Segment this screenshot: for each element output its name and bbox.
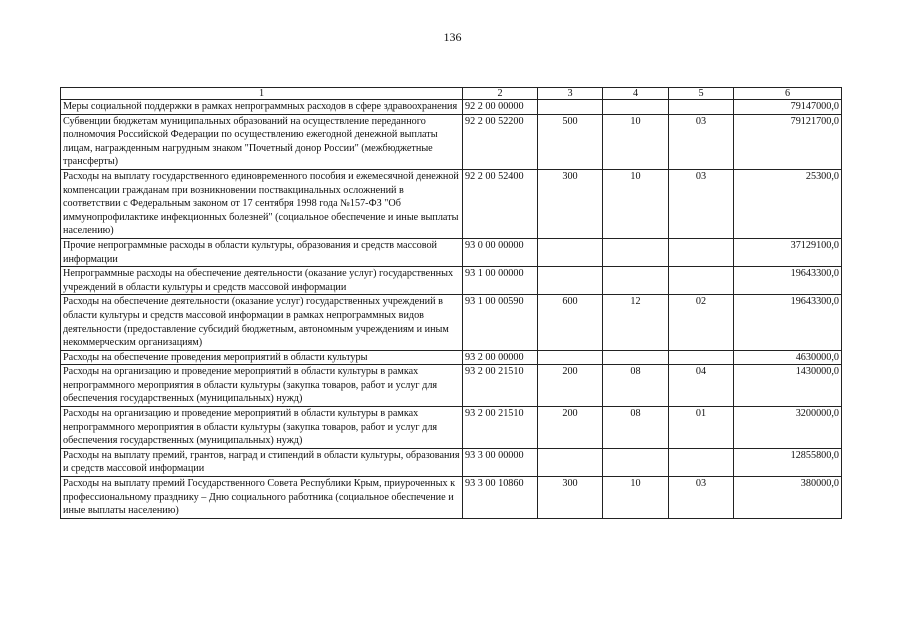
expense-name: Непрограммные расходы на обеспечение деятельности (оказание услуг) государственных учреждений в области культуры и средств массовой информации [61,267,463,295]
expense-type-code: 300 [538,477,603,519]
column-header: 2 [463,88,538,100]
expense-name: Расходы на организацию и проведение мероприятий в области культуры в рамках непрограммного мероприятия в области культуры (закупка товаров, работ и услуг для обеспечения государственных (муниципальных) нужд) [61,407,463,449]
table-row [61,267,842,295]
expense-name: Расходы на выплату премий, грантов, наград и стипендий в области культуры, образования и средств массовой информации [61,448,463,476]
table-header-row [61,88,842,100]
subsection-code: 02 [669,295,734,350]
expense-type-code [538,448,603,476]
expense-name: Прочие непрограммные расходы в области культуры, образования и средств массовой информации [61,238,463,266]
amount: 37129100,0 [734,238,842,266]
classification-code: 93 1 00 00590 [463,295,538,350]
column-header: 6 [734,88,842,100]
expense-name: Субвенции бюджетам муниципальных образований на осуществление переданного полномочия Российской Федерации по осуществлению ежегодной денежной выплаты лицам, награжденным нагрудным знаком "Почетный донор России" (межбюджетные трансферты) [61,114,463,169]
classification-code: 93 2 00 21510 [463,407,538,449]
section-code: 08 [603,365,669,407]
subsection-code [669,350,734,365]
table-row [61,238,842,266]
section-code [603,448,669,476]
column-header: 1 [61,88,463,100]
subsection-code: 03 [669,114,734,169]
classification-code: 92 2 00 52200 [463,114,538,169]
section-code: 08 [603,407,669,449]
amount: 3200000,0 [734,407,842,449]
page-number: 136 [443,30,462,44]
column-header: 3 [538,88,603,100]
classification-code: 93 0 00 00000 [463,238,538,266]
table-row [61,100,842,115]
classification-code: 92 2 00 52400 [463,169,538,238]
subsection-code: 03 [669,169,734,238]
expense-name: Меры социальной поддержки в рамках непрограммных расходов в сфере здравоохранения [61,100,463,115]
classification-code: 93 2 00 21510 [463,365,538,407]
amount: 25300,0 [734,169,842,238]
section-code: 10 [603,169,669,238]
budget-table [60,87,842,519]
expense-type-code: 200 [538,407,603,449]
column-header: 5 [669,88,734,100]
expense-type-code: 300 [538,169,603,238]
subsection-code [669,448,734,476]
amount: 1430000,0 [734,365,842,407]
expense-type-code [538,100,603,115]
section-code [603,100,669,115]
classification-code: 93 3 00 10860 [463,477,538,519]
subsection-code [669,100,734,115]
expense-name: Расходы на организацию и проведение мероприятий в области культуры в рамках непрограммного мероприятия в области культуры (закупка товаров, работ и услуг для обеспечения государственных (муниципальных) нужд) [61,365,463,407]
classification-code: 93 1 00 00000 [463,267,538,295]
expense-type-code [538,267,603,295]
amount: 79147000,0 [734,100,842,115]
classification-code: 93 2 00 00000 [463,350,538,365]
amount: 380000,0 [734,477,842,519]
section-code [603,238,669,266]
subsection-code: 04 [669,365,734,407]
amount: 4630000,0 [734,350,842,365]
amount: 79121700,0 [734,114,842,169]
expense-type-code: 600 [538,295,603,350]
section-code [603,267,669,295]
classification-code: 92 2 00 00000 [463,100,538,115]
column-header: 4 [603,88,669,100]
expense-type-code [538,350,603,365]
section-code [603,350,669,365]
amount: 12855800,0 [734,448,842,476]
subsection-code [669,267,734,295]
subsection-code: 01 [669,407,734,449]
table-row [61,448,842,476]
subsection-code: 03 [669,477,734,519]
table-row [61,477,842,519]
amount: 19643300,0 [734,267,842,295]
section-code: 12 [603,295,669,350]
table-row [61,169,842,238]
expense-type-code [538,238,603,266]
classification-code: 93 3 00 00000 [463,448,538,476]
amount: 19643300,0 [734,295,842,350]
table-row [61,407,842,449]
expense-name: Расходы на обеспечение деятельности (оказание услуг) государственных учреждений в области культуры и средств массовой информации в рамках непрограммных видов деятельности (предоставление субсидий бюджетным, автономным учреждениям и иным некоммерческим организациям) [61,295,463,350]
expense-type-code: 200 [538,365,603,407]
table-row [61,350,842,365]
section-code: 10 [603,114,669,169]
table-row [61,295,842,350]
expense-name: Расходы на выплату премий Государственного Совета Республики Крым, приуроченных к профессиональному празднику – Дню социального работника (социальное обеспечение и иные выплаты населению) [61,477,463,519]
expense-name: Расходы на выплату государственного единовременного пособия и ежемесячной денежной компенсации гражданам при возникновении поствакцинальных осложнений в соответствии с Федеральным законом от 17 сентября 1998 года №157-ФЗ "Об иммунопрофилактике инфекционных болезней" (социальное обеспечение и иные выплаты населению) [61,169,463,238]
expense-name: Расходы на обеспечение проведения мероприятий в области культуры [61,350,463,365]
table-row [61,365,842,407]
expense-type-code: 500 [538,114,603,169]
section-code: 10 [603,477,669,519]
subsection-code [669,238,734,266]
table-row [61,114,842,169]
